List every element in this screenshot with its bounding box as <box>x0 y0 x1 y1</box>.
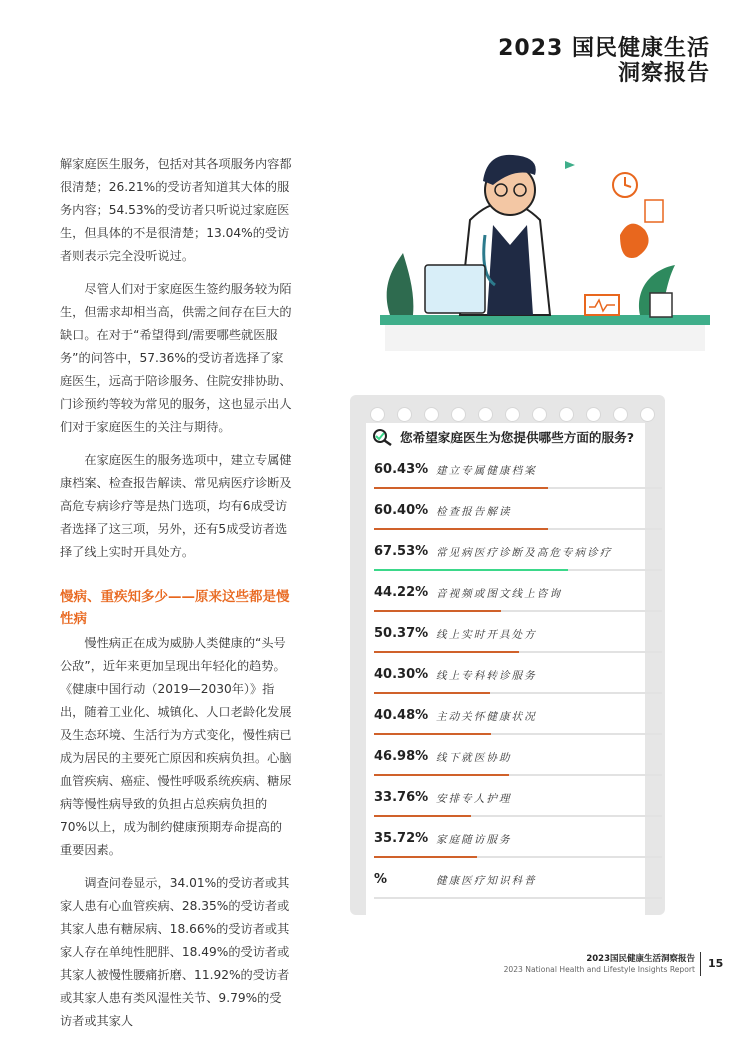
binder-rings <box>370 407 655 422</box>
option-label: 线下就医协助 <box>436 752 512 764</box>
option-label: 健康医疗知识科普 <box>436 875 537 887</box>
option-percent: 60.43% <box>374 462 429 477</box>
body-text-column <box>60 153 292 1043</box>
paragraph-4: 慢性病正在成为威胁人类健康的“头号公敌”，近年来更加呈现出年轻化的趋势。《健康中国行动（2019—2030年）》指出，随着工业化、城镇化、人口老龄化发展及生态环境、生活行为方式变化，慢性病已成为居民的主要死亡原因和疾病负担。心脑血管疾病、癌症、慢性呼吸系统疾病、糖尿病等慢性病导致的负担占总疾病负担的70%以上，成为制约健康预期寿命提高的重要因素。 <box>60 636 292 857</box>
option-percent: 40.30% <box>374 667 429 682</box>
list-item <box>372 622 662 663</box>
paragraph-2: 尽管人们对于家庭医生签约服务较为陌生，但需求却相当高，供需之间存在巨大的缺口。在对于“希望得到/需要哪些就医服务”的问答中，57.36%的受访者选择了家庭医生，远高于陪诊服务、住院安排协助、门诊预约等较为常见的服务，这也显示出人们对于家庭医生的关注与期待。 <box>60 282 292 434</box>
progress-track <box>374 692 662 694</box>
ring-icon <box>532 407 547 422</box>
option-label: 建立专属健康档案 <box>436 465 537 477</box>
footer-title-en: 2023 National Health and Lifestyle Insights Report <box>503 965 695 974</box>
progress-track <box>374 487 662 489</box>
service-options-list <box>372 458 662 909</box>
ring-icon <box>424 407 439 422</box>
ring-icon <box>613 407 628 422</box>
option-percent: 35.72% <box>374 831 429 846</box>
left-plant-icon <box>387 253 414 315</box>
progress-fill <box>374 692 490 694</box>
progress-fill <box>374 651 519 653</box>
ring-icon <box>640 407 655 422</box>
report-title-line2: 洞察报告 <box>617 61 710 86</box>
progress-fill <box>374 528 548 530</box>
option-label: 家庭随访服务 <box>436 834 512 846</box>
footer-title-cn: 2023国民健康生活洞察报告 <box>586 954 695 964</box>
arrow-icon <box>565 161 575 169</box>
report-title-line1: 2023 国民健康生活 <box>498 36 710 61</box>
option-label: 线上专科转诊服务 <box>436 670 537 682</box>
progress-track <box>374 897 662 899</box>
question-text: 您希望家庭医生为您提供哪些方面的服务? <box>400 430 634 445</box>
report-header <box>498 36 710 86</box>
progress-track <box>374 774 662 776</box>
list-item <box>372 827 662 868</box>
magnifier-icon <box>372 428 394 446</box>
list-item <box>372 786 662 827</box>
progress-track <box>374 610 662 612</box>
section-heading: 慢病、重疾知多少——原来这些都是慢性病 <box>60 589 290 627</box>
doctor-illustration <box>375 145 715 355</box>
option-label: 常见病医疗诊断及高危专病诊疗 <box>436 547 613 559</box>
list-item <box>372 540 662 581</box>
progress-track <box>374 651 662 653</box>
survey-question <box>372 427 662 446</box>
ring-icon <box>451 407 466 422</box>
list-item <box>372 745 662 786</box>
page-footer <box>504 952 695 974</box>
progress-fill <box>374 610 501 612</box>
ring-icon <box>586 407 601 422</box>
option-percent: 50.37% <box>374 626 429 641</box>
progress-track <box>374 528 662 530</box>
progress-fill <box>374 569 568 571</box>
progress-track <box>374 815 662 817</box>
document-icon <box>645 200 663 222</box>
list-item <box>372 704 662 745</box>
list-item <box>372 499 662 540</box>
pill-icon <box>620 224 649 258</box>
paragraph-5: 调查问卷显示，34.01%的受访者或其家人患有心血管疾病、28.35%的受访者或其家人患有糖尿病、18.66%的受访者或其家人存在单纯性肥胖、18.49%的受访者或其家人被慢性腰痛折磨、11.92%的受访者或其家人患有类风湿性关节、9.79%的受访者或其家人 <box>60 876 290 1028</box>
progress-track <box>374 733 662 735</box>
option-label: 安排专人护理 <box>436 793 512 805</box>
laptop-screen <box>425 265 485 313</box>
progress-track <box>374 856 662 858</box>
ring-icon <box>370 407 385 422</box>
option-percent: 40.48% <box>374 708 429 723</box>
progress-fill <box>374 733 491 735</box>
ring-icon <box>397 407 412 422</box>
paragraph-3: 在家庭医生的服务选项中，建立专属健康档案、检查报告解读、常见病医疗诊断及高危专病诊疗等是热门选项，均有6成受访者选择了这三项，另外，还有5成受访者选择了线上实时开具处方。 <box>60 453 292 559</box>
option-percent: 67.53% <box>374 544 429 559</box>
list-item <box>372 458 662 499</box>
option-label: 主动关怀健康状况 <box>436 711 537 723</box>
option-percent: % <box>374 872 388 887</box>
progress-fill <box>374 774 509 776</box>
option-label: 线上实时开具处方 <box>436 629 537 641</box>
progress-track <box>374 569 662 571</box>
list-item <box>372 581 662 622</box>
list-item <box>372 868 662 909</box>
progress-fill <box>374 815 471 817</box>
right-pot <box>650 293 672 317</box>
option-label: 检查报告解读 <box>436 506 512 518</box>
option-percent: 33.76% <box>374 790 429 805</box>
footer-divider <box>700 952 701 976</box>
paragraph-1: 解家庭医生服务，包括对其各项服务内容都很清楚；26.21%的受访者知道其大体的服务内容；54.53%的受访者只听说过家庭医生，但具体的不是很清楚；13.04%的受访者则表示完全没听说过。 <box>60 157 292 263</box>
page-number: 15 <box>708 957 724 970</box>
option-percent: 44.22% <box>374 585 429 600</box>
ring-icon <box>478 407 493 422</box>
ring-icon <box>559 407 574 422</box>
progress-fill <box>374 487 548 489</box>
list-item <box>372 663 662 704</box>
option-label: 音视频或图文线上咨询 <box>436 588 562 600</box>
progress-fill <box>374 856 477 858</box>
desk-body <box>385 325 705 351</box>
ring-icon <box>505 407 520 422</box>
option-percent: 60.40% <box>374 503 429 518</box>
option-percent: 46.98% <box>374 749 429 764</box>
